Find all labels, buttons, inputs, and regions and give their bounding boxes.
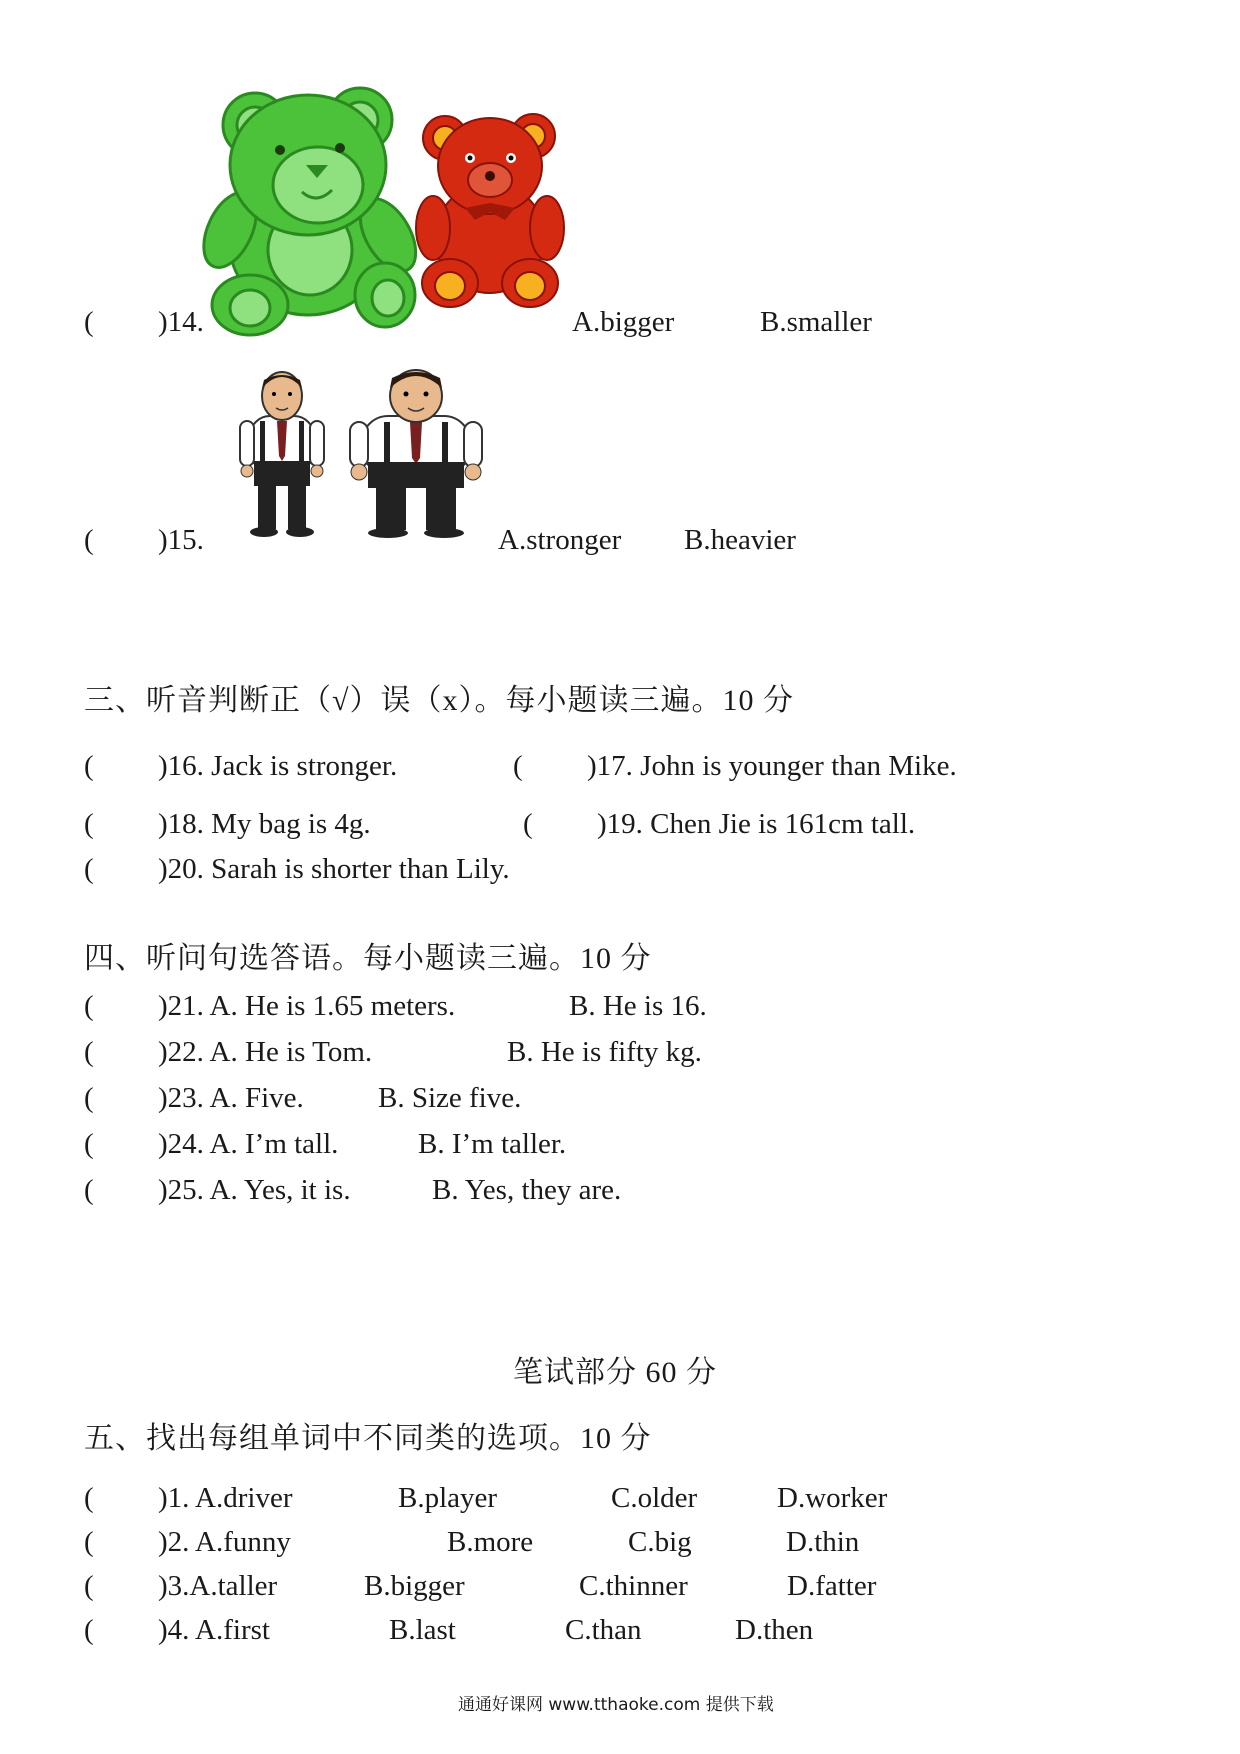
q24-option-a: )24. A. I’m tall. (158, 1128, 339, 1160)
answer-paren: ( (523, 808, 533, 840)
q23-option-a: )23. A. Five. (158, 1082, 304, 1114)
q18-text: )18. My bag is 4g. (158, 808, 371, 840)
green-bear-image (210, 80, 415, 335)
q14-number: )14. (158, 306, 204, 338)
answer-paren: ( (84, 990, 94, 1022)
q17-text: )17. John is younger than Mike. (587, 750, 957, 782)
q25-option-b: B. Yes, they are. (432, 1174, 622, 1206)
red-bear-image (415, 108, 565, 308)
s5-q2-option-c: C.big (628, 1526, 692, 1558)
s5-q3-option-a: )3.A.taller (158, 1570, 278, 1602)
answer-paren: ( (84, 306, 94, 338)
s5-q1-option-c: C.older (611, 1482, 698, 1514)
answer-paren: ( (84, 1482, 94, 1514)
written-part-title: 笔试部分 60 分 (513, 1356, 717, 1389)
s5-q4-option-d: D.then (735, 1614, 814, 1646)
s5-q4-option-b: B.last (389, 1614, 456, 1646)
q14-option-b: B.smaller (760, 306, 872, 338)
q21-option-a: )21. A. He is 1.65 meters. (158, 990, 456, 1022)
answer-paren: ( (84, 1570, 94, 1602)
q22-option-b: B. He is fifty kg. (507, 1036, 702, 1068)
answer-paren: ( (84, 808, 94, 840)
s5-q1-option-d: D.worker (777, 1482, 888, 1514)
q24-option-b: B. I’m taller. (418, 1128, 567, 1160)
q22-option-a: )22. A. He is Tom. (158, 1036, 373, 1068)
s5-q4-option-c: C.than (565, 1614, 642, 1646)
s5-q1-option-a: )1. A.driver (158, 1482, 293, 1514)
answer-paren: ( (84, 853, 94, 885)
q21-option-b: B. He is 16. (569, 990, 707, 1022)
answer-paren: ( (84, 1614, 94, 1646)
section-5-title: 五、找出每组单词中不同类的选项。10 分 (84, 1422, 652, 1455)
man-small-image (232, 366, 332, 541)
q23-option-b: B. Size five. (378, 1082, 522, 1114)
s5-q3-option-c: C.thinner (579, 1570, 688, 1602)
man-large-image (346, 366, 486, 541)
s5-q4-option-a: )4. A.first (158, 1614, 270, 1646)
q25-option-a: )25. A. Yes, it is. (158, 1174, 351, 1206)
q14-option-a: A.bigger (572, 306, 675, 338)
answer-paren: ( (84, 1526, 94, 1558)
q15-option-a: A.stronger (498, 524, 622, 556)
s5-q2-option-a: )2. A.funny (158, 1526, 291, 1558)
section-4-title: 四、听问句选答语。每小题读三遍。10 分 (84, 942, 652, 975)
s5-q3-option-b: B.bigger (364, 1570, 465, 1602)
q20-text: )20. Sarah is shorter than Lily. (158, 853, 510, 885)
q15-number: )15. (158, 524, 204, 556)
s5-q2-option-b: B.more (447, 1526, 534, 1558)
q19-text: )19. Chen Jie is 161cm tall. (597, 808, 916, 840)
footer-watermark: 通通好课网 www.tthaoke.com 提供下载 (458, 1695, 774, 1715)
answer-paren: ( (84, 1174, 94, 1206)
s5-q2-option-d: D.thin (786, 1526, 860, 1558)
s5-q3-option-d: D.fatter (787, 1570, 877, 1602)
section-3-title: 三、听音判断正（√）误（x）。每小题读三遍。10 分 (84, 684, 794, 717)
answer-paren: ( (84, 1082, 94, 1114)
s5-q1-option-b: B.player (398, 1482, 498, 1514)
answer-paren: ( (513, 750, 523, 782)
answer-paren: ( (84, 524, 94, 556)
answer-paren: ( (84, 1128, 94, 1160)
answer-paren: ( (84, 1036, 94, 1068)
q15-option-b: B.heavier (684, 524, 796, 556)
q16-text: )16. Jack is stronger. (158, 750, 398, 782)
answer-paren: ( (84, 750, 94, 782)
